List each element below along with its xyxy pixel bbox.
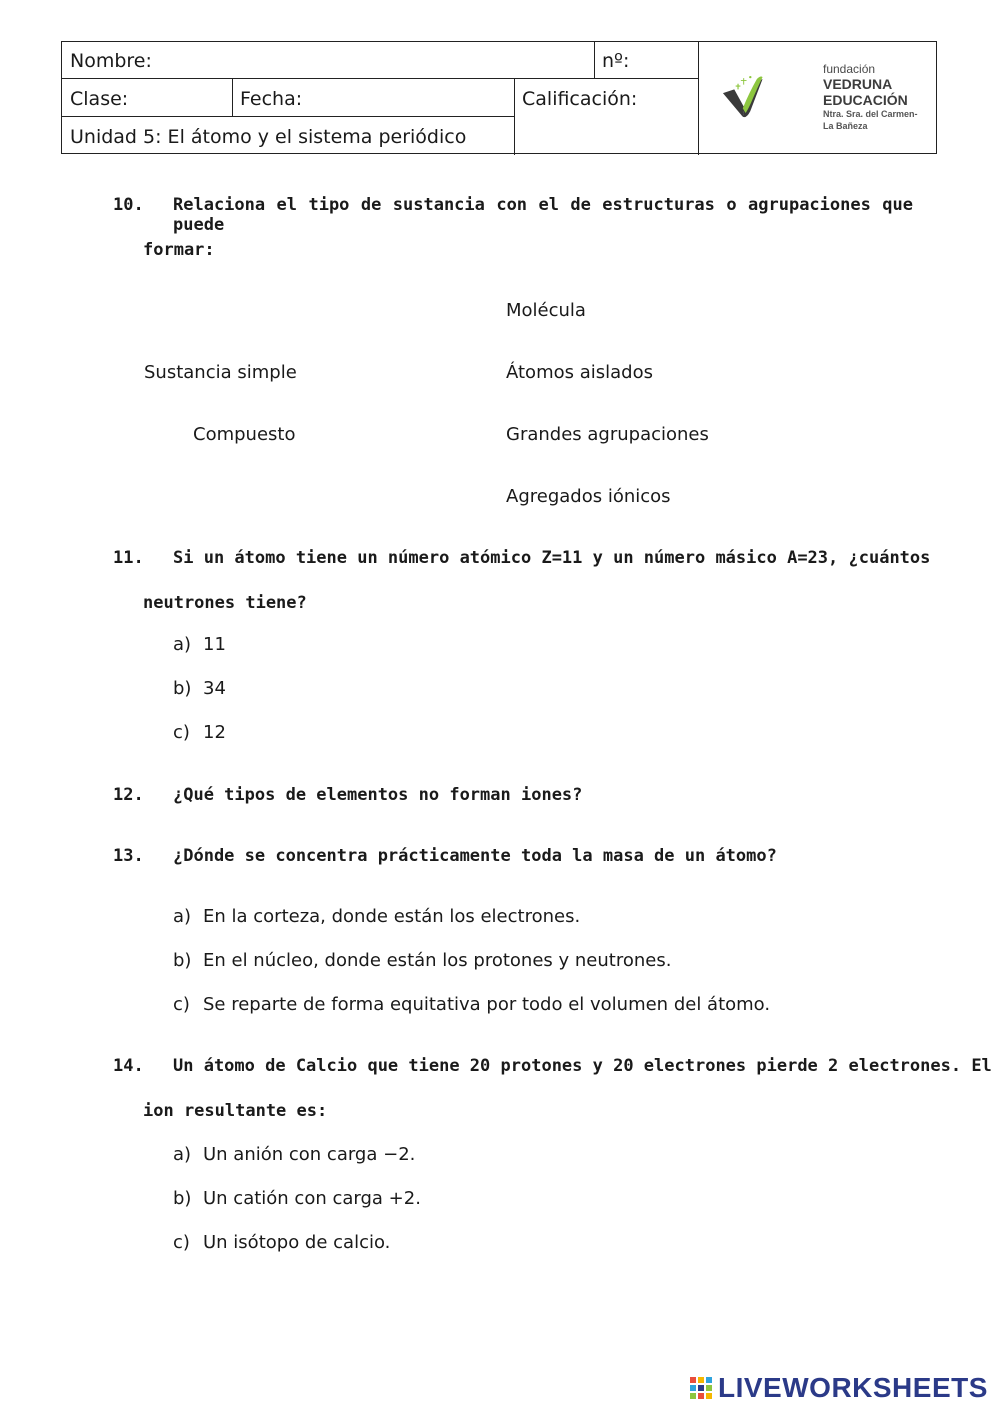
q10-left-item[interactable]: Sustancia simple [144,362,297,383]
q14-text-line2: ion resultante es: [143,1101,328,1121]
q10-number: 10. [113,195,144,215]
logo-line1: fundación [823,62,876,76]
liveworksheets-icon [690,1377,712,1399]
q10-right-item[interactable]: Grandes agrupaciones [506,424,709,445]
option-label: b) [173,678,192,699]
q13-option-c[interactable] [173,994,770,1015]
logo-line4: Ntra. Sra. del Carmen- [823,109,918,119]
option-text: En el núcleo, donde están los protones y neutrones. [203,950,672,971]
option-label: a) [173,1144,192,1165]
option-label: c) [173,722,190,743]
divider [62,78,698,79]
option-text: En la corteza, donde están los electrones. [203,906,581,927]
option-label: a) [173,634,192,655]
q11-text-line2: neutrones tiene? [143,593,307,613]
q10-right-item[interactable]: Agregados iónicos [506,486,671,507]
q11-option-c[interactable] [173,722,226,743]
q11-option-a[interactable] [173,634,226,655]
unidad-title [62,120,514,154]
q14-option-a[interactable] [173,1144,415,1165]
option-text: Se reparte de forma equitativa por todo el volumen del átomo. [203,994,771,1015]
option-text: Un anión con carga −2. [203,1144,416,1165]
option-label: c) [173,994,190,1015]
liveworksheets-text: LIVEWORKSHEETS [718,1372,988,1403]
logo-line5: La Bañeza [823,121,868,131]
option-text: 11 [203,634,226,655]
calificacion-label: Calificación: [522,88,638,110]
q13-number: 13. [113,846,144,866]
logo-text [823,62,918,132]
option-label: b) [173,950,192,971]
q14-option-c[interactable] [173,1232,390,1253]
q10-left-item[interactable]: Compuesto [193,424,296,445]
clase-field[interactable] [62,82,232,116]
numero-label: nº: [602,50,630,72]
nombre-label: Nombre: [70,50,152,72]
q10-text-line2: formar: [143,240,215,260]
q10-right-item[interactable]: Átomos aislados [506,362,653,383]
q11-text-line1: Si un átomo tiene un número atómico Z=11 y un número másico A=23, ¿cuántos [173,548,931,568]
vedruna-logo-icon [722,48,822,144]
fecha-field[interactable] [232,82,514,116]
q14-number: 14. [113,1056,144,1076]
option-text: 12 [203,722,226,743]
nombre-field[interactable] [62,44,594,78]
q13-option-b[interactable] [173,950,671,971]
logo-line3: EDUCACIÓN [823,92,908,108]
option-text: Un isótopo de calcio. [203,1232,391,1253]
option-text: 34 [203,678,226,699]
q11-option-b[interactable] [173,678,226,699]
q11-number: 11. [113,548,144,568]
q12-text: ¿Qué tipos de elementos no forman iones? [173,785,583,805]
q10-text-line1: Relaciona el tipo de sustancia con el de estructuras o agrupaciones que puede [173,195,913,235]
header-table [61,41,937,154]
clase-label: Clase: [70,88,129,110]
option-label: c) [173,1232,190,1253]
q14-text-line1: Un átomo de Calcio que tiene 20 protones y 20 electrones pierde 2 electrones. El [173,1056,992,1076]
numero-field[interactable] [594,44,698,78]
divider [62,116,514,117]
liveworksheets-logo[interactable] [690,1374,990,1402]
calificacion-field[interactable] [514,82,698,116]
q13-option-a[interactable] [173,906,580,927]
option-label: a) [173,906,192,927]
unidad-label: Unidad 5: El átomo y el sistema periódico [70,126,467,148]
q10-right-item[interactable]: Molécula [506,300,586,321]
q12-number: 12. [113,785,144,805]
divider [698,42,699,155]
logo-line2: VEDRUNA [823,76,893,92]
fecha-label: Fecha: [240,88,303,110]
option-label: b) [173,1188,192,1209]
q14-option-b[interactable] [173,1188,421,1209]
q13-text: ¿Dónde se concentra prácticamente toda la masa de un átomo? [173,846,777,866]
option-text: Un catión con carga +2. [203,1188,421,1209]
